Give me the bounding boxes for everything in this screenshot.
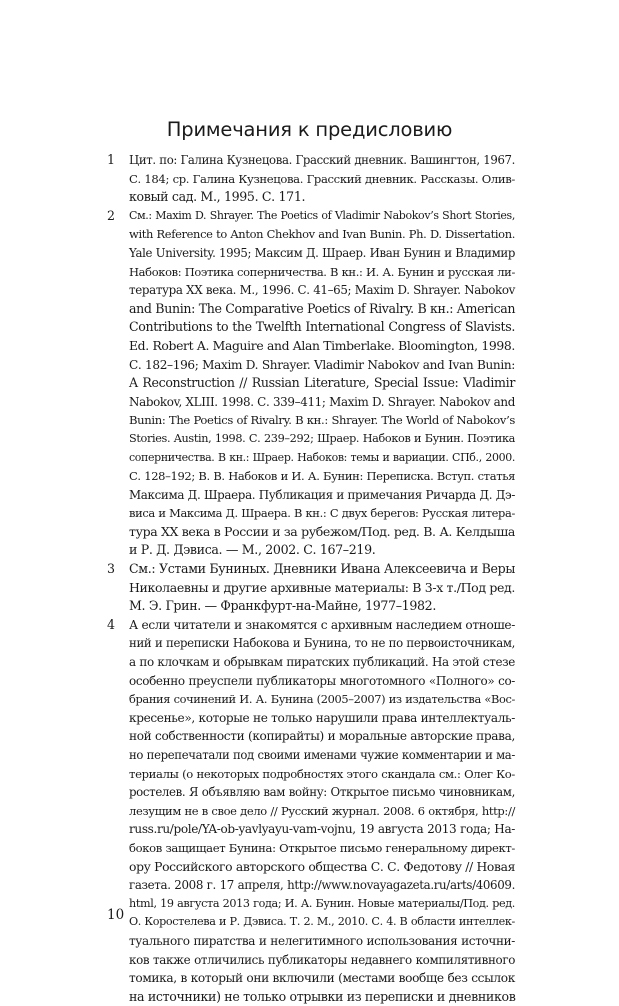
endnote-1 bbox=[107, 151, 515, 207]
text-line: Николаевны и другие архивные материалы: В 3-х т./Под ред. bbox=[129, 579, 515, 595]
text-line: См.: Maxim D. Shrayer. The Poetics of Vladimir Nabokov’s Short Stories, bbox=[129, 208, 515, 222]
text-line: Nabokov, XLIII. 1998. С. 339–411; Maxim D. Shrayer. Nabokov and bbox=[129, 394, 515, 409]
text-line: С. 182–196; Maxim D. Shrayer. Vladimir Nabokov and Ivan Bunin: bbox=[129, 357, 515, 372]
text-line: Bunin: The Poetics of Rivalry. В кн.: Shrayer. The World of Nabokov’s bbox=[129, 413, 515, 428]
section-heading: Примечания к предисловию bbox=[166, 118, 453, 141]
text-line: соперничества. В кн.: Шраер. Набоков: темы и вариации. СПб., 2000. bbox=[129, 450, 515, 464]
text-line: A Reconstruction // Russian Literature, Special Issue: Vladimir bbox=[129, 375, 515, 391]
text-line: Yale University. 1995; Максим Д. Шраер. Иван Бунин и Владимир bbox=[129, 245, 515, 260]
text-line: тура XX века в России и за рубежом/Под. ред. В. А. Келдыша bbox=[129, 523, 515, 539]
endnote-text bbox=[129, 151, 515, 207]
text-line: и Р. Д. Дэвиса. — М., 2002. С. 167–219. bbox=[129, 542, 376, 558]
text-line: кресенье», которые не только нарушили права интеллектуаль- bbox=[129, 710, 515, 725]
text-line: газета. 2008 г. 17 апреля, http://www.novayagazeta.ru/arts/40609. bbox=[129, 878, 515, 893]
text-line: ору Российского авторского общества С. С. Федотову // Новая bbox=[129, 859, 515, 874]
text-line: russ.ru/pole/YA-ob-yavlyayu-vam-vojnu, 19 августа 2013 года; На- bbox=[129, 822, 515, 837]
text-line: См.: Устами Буниных. Дневники Ивана Алексеевича и Веры bbox=[129, 561, 515, 577]
text-line: ковый сад. М., 1995. С. 171. bbox=[129, 189, 306, 205]
endnote-number: 1 bbox=[107, 152, 116, 167]
text-line: М. Э. Грин. — Франкфурт-на-Майне, 1977–1982. bbox=[129, 598, 436, 614]
text-line: ний и переписки Набокова и Бунина, то не по первоисточникам, bbox=[129, 636, 515, 651]
endnote-text bbox=[129, 560, 515, 616]
text-line: Набоков: Поэтика соперничества. В кн.: И. А. Бунин и русская ли- bbox=[129, 264, 515, 279]
text-line: тература XX века. М., 1996. С. 41–65; Maxim D. Shrayer. Nabokov bbox=[129, 283, 515, 298]
text-line: брания сочинений И. А. Бунина (2005–2007) из издательства «Вос- bbox=[129, 692, 515, 707]
text-line: лезущим не в свое дело // Русский журнал. 2008. 6 октября, http:// bbox=[129, 803, 515, 818]
text-line: Цит. по: Галина Кузнецова. Грасский дневник. Вашингтон, 1967. bbox=[129, 153, 515, 167]
text-line: но перепечатали под своими именами чужие комментарии и ма- bbox=[129, 748, 515, 762]
endnote-2 bbox=[107, 207, 515, 560]
text-line: А если читатели и знакомятся с архивным наследием отноше- bbox=[129, 617, 515, 632]
text-line: and Bunin: The Comparative Poetics of Rivalry. В кн.: American bbox=[129, 300, 516, 316]
endnote-4 bbox=[107, 616, 515, 1006]
text-line: html, 19 августа 2013 года; И. А. Бунин. Новые материалы/Под. ред. bbox=[129, 896, 515, 910]
endnote-number: 4 bbox=[107, 616, 116, 632]
text-line: а по клочкам и обрывкам пиратских публикаций. На этой стезе bbox=[129, 655, 515, 670]
text-line: С. 128–192; В. В. Набоков и И. А. Бунин: Переписка. Вступ. статья bbox=[129, 469, 515, 484]
endnote-number: 2 bbox=[107, 207, 116, 223]
page-number: 10 bbox=[107, 907, 125, 923]
endnote-3 bbox=[107, 560, 515, 616]
text-line: туального пиратства и нелегитимного использования источни- bbox=[129, 933, 515, 948]
text-line: виса и Максима Д. Шраера. В кн.: С двух берегов: Русская литера- bbox=[129, 506, 515, 521]
text-line: боков защищает Бунина: Открытое письмо генеральному директ- bbox=[129, 840, 515, 855]
text-line: Максима Д. Шраера. Публикация и примечания Ричарда Д. Дэ- bbox=[129, 487, 515, 502]
text-line: Stories. Austin, 1998. С. 239–292; Шраер. Набоков и Бунин. Поэтика bbox=[129, 431, 515, 445]
text-line: ков также отличились публикаторы недавнего компилятивного bbox=[129, 952, 515, 967]
text-line: ной собственности (копирайты) и моральные авторские права, bbox=[129, 729, 515, 744]
notes-list bbox=[107, 151, 515, 1006]
text-line: томика, в который они включили (местами вообще без ссылок bbox=[129, 971, 515, 986]
text-line: териалы (о некоторых подробностях этого скандала см.: Олег Ко- bbox=[129, 766, 515, 781]
endnote-text bbox=[129, 616, 515, 1006]
text-line: with Reference to Anton Chekhov and Ivan Bunin. Ph. D. Dissertation. bbox=[129, 227, 515, 242]
text-line: С. 184; ср. Галина Кузнецова. Грасский дневник. Рассказы. Олив- bbox=[129, 171, 515, 186]
text-line: О. Коростелева и Р. Дэвиса. Т. 2. М., 2010. С. 4. В области интеллек- bbox=[129, 915, 515, 929]
text-line: Contributions to the Twelfth International Congress of Slavists. bbox=[129, 319, 515, 335]
text-line: ростелев. Я объявляю вам войну: Открытое письмо чиновникам, bbox=[129, 785, 515, 800]
endnote-number: 3 bbox=[107, 561, 116, 577]
text-line: особенно преуспели публикаторы многотомного «Полного» со- bbox=[129, 673, 515, 688]
text-line: на источники) не только отрывки из переписки и дневников bbox=[129, 988, 516, 1004]
endnote-text bbox=[129, 207, 515, 560]
text-line: Ed. Robert A. Maguire and Alan Timberlake. Bloomington, 1998. bbox=[129, 338, 515, 353]
